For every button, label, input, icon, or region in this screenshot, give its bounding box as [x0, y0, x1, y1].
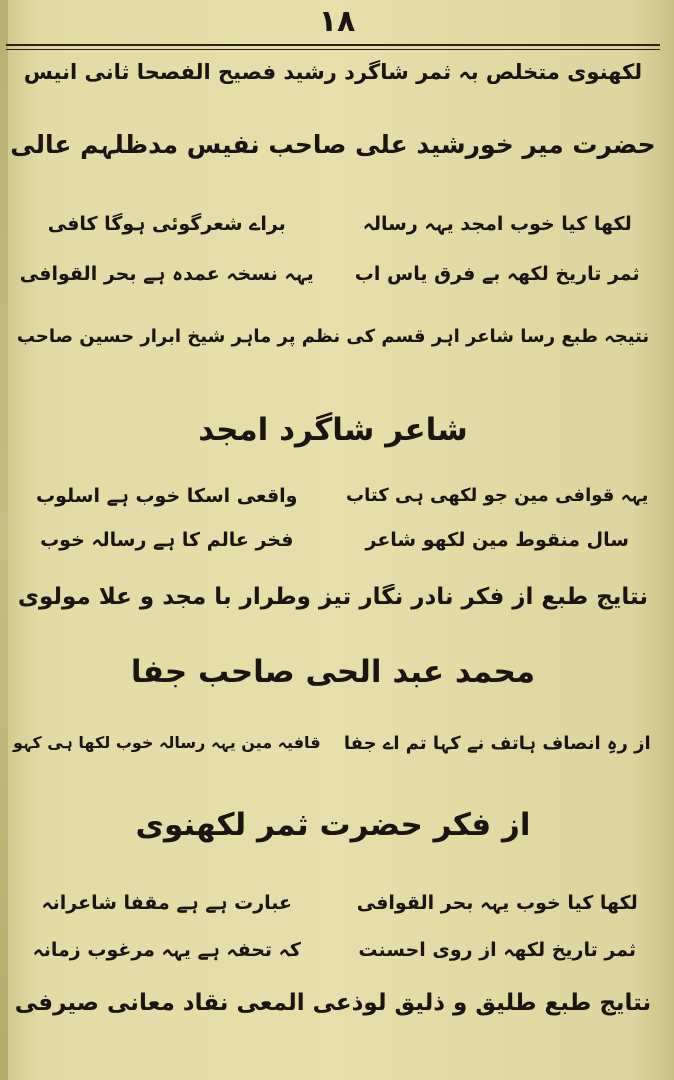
heading-line-5: نتایج طبع از فکر نادر نگار تیز وطرار با مجد و علا مولوی	[17, 584, 649, 610]
heading-line-8: نتایج طبع طلیق و ذلیق لوذعی المعی نقاد معانی صیرفی	[14, 990, 652, 1016]
heading-line-4: شاعر شاگرد امجد	[198, 412, 468, 448]
couplet-7-second-hemistich: کہ تحفہ ہے یہہ مرغوب زمانہ	[32, 939, 301, 961]
header-rule-thin	[6, 49, 660, 50]
couplet-4	[8, 529, 656, 563]
couplet-4-first-hemistich: سال منقوط مین لکھو شاعر	[365, 529, 629, 551]
couplet-3-second-hemistich: واقعی اسکا خوب ہے اسلوب	[36, 485, 298, 507]
couplet-1	[8, 213, 656, 247]
heading-line-6: محمد عبد الحی صاحب جفا	[130, 654, 536, 690]
couplet-6	[8, 892, 656, 926]
page-number: ١٨	[318, 4, 356, 39]
couplet-7	[8, 939, 656, 973]
couplet-2-second-hemistich: یہہ نسخہ عمدہ ہے بحر القوافی	[19, 263, 314, 285]
couplet-7-first-hemistich: ثمر تاریخ لکھہ از روی احسنت	[358, 939, 637, 961]
couplet-3	[8, 485, 656, 519]
couplet-2	[8, 263, 656, 297]
couplet-5-first-hemistich: از رہِ انصاف ہاتف نے کہا تم اے جفا	[343, 733, 651, 754]
couplet-5-second-hemistich: قافیہ مین یہہ رسالہ خوب لکھا ہی کہو	[12, 733, 321, 752]
header-rule	[6, 44, 660, 46]
couplet-2-first-hemistich: ثمر تاریخ لکھہ بے فرق یاس اب	[354, 263, 640, 285]
heading-line-2: حضرت میر خورشید علی صاحب نفیس مدظلہم عالی	[10, 130, 656, 159]
heading-line-1: لکھنوی متخلص بہ ثمر شاگرد رشید فصیح الفصحا ثانی انیس	[23, 60, 643, 84]
heading-line-7: از فکر حضرت ثمر لکھنوی	[135, 807, 531, 843]
couplet-4-second-hemistich: فخر عالم کا ہے رسالہ خوب	[40, 529, 294, 551]
page-edge-shadow	[0, 0, 8, 1080]
couplet-3-first-hemistich: یہہ قوافی مین جو لکھی ہی کتاب	[346, 485, 649, 506]
couplet-5	[8, 733, 656, 767]
couplet-6-first-hemistich: لکھا کیا خوب یہہ بحر القوافی	[356, 892, 638, 914]
couplet-1-second-hemistich: براے شعرگوئی ہوگا کافی	[47, 213, 286, 235]
heading-line-3: نتیجہ طبع رسا شاعر اہر قسم کی نظم پر ماہر شیخ ابرار حسین صاحب	[16, 326, 650, 347]
couplet-1-first-hemistich: لکھا کیا خوب امجد یہہ رسالہ	[362, 213, 632, 235]
couplet-6-second-hemistich: عبارت ہے ہے مقفا شاعرانہ	[41, 892, 293, 914]
